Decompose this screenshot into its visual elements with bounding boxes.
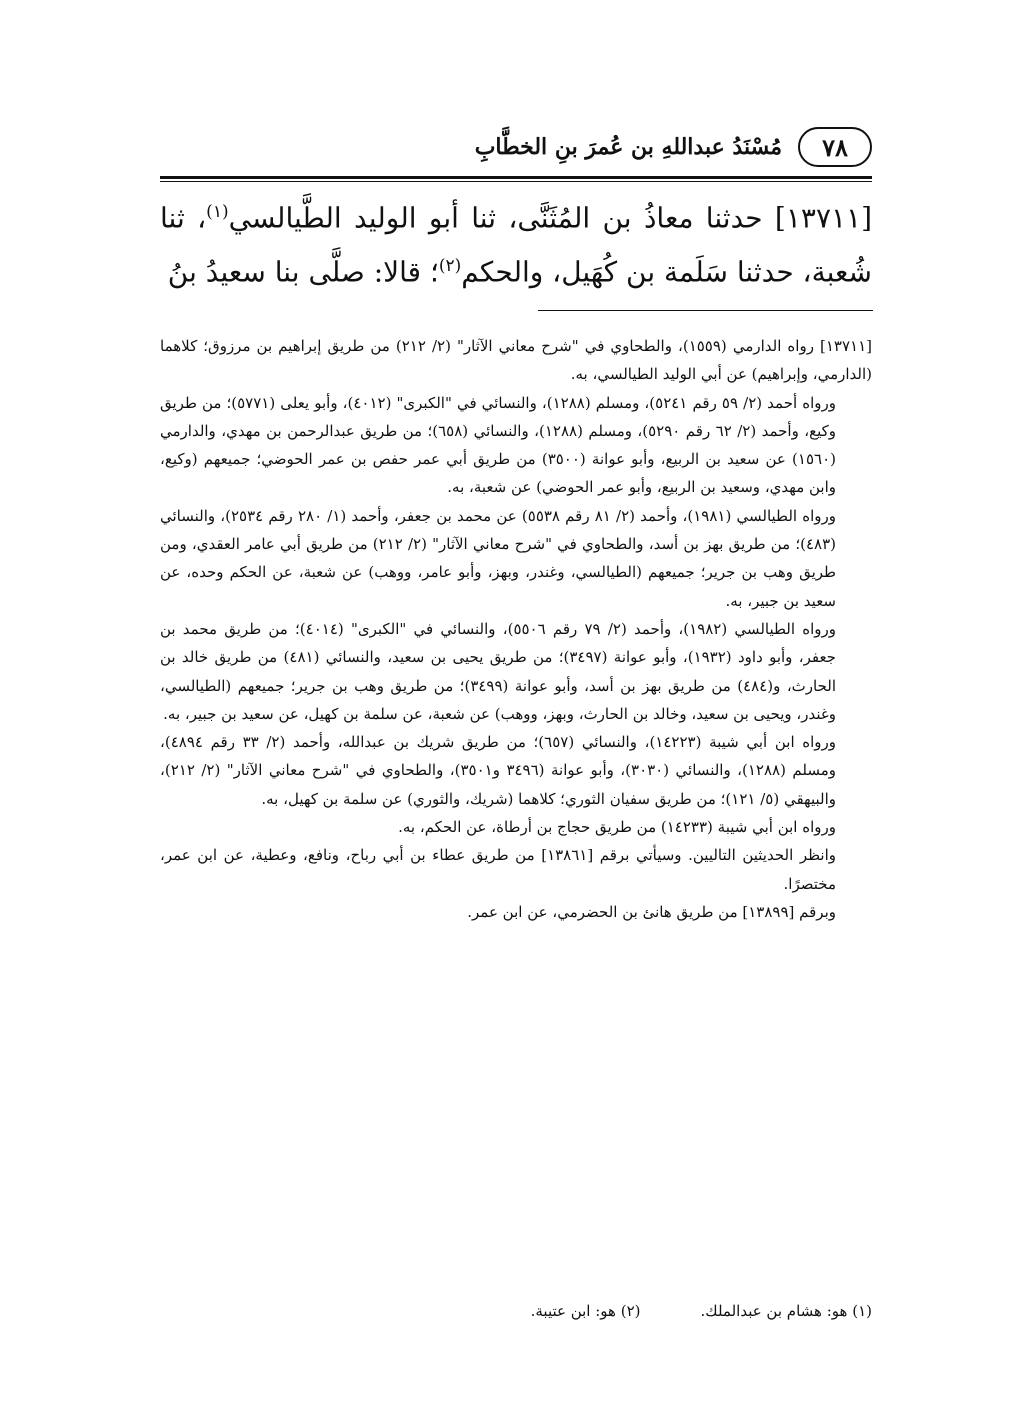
hadith-text-part-3: ؛ قالا: صلَّى بنا سعيدُ بنُ bbox=[167, 255, 439, 289]
footnote-paragraph: وبرقم [١٣٨٩٩] من طريق هانئ بن الحضرمي، عن ابن عمر. bbox=[467, 902, 836, 921]
footnote-paragraph: ورواه الطيالسي (١٩٨١)، وأحمد (٢/ ٨١ رقم ٥٥٣٨) عن محمد بن جعفر، وأحمد (١/ ٢٨٠ رقم ٢٥٣٤)، والنسائي (٤٨٣)؛ من طريق بهز بن أسد، والطحاوي في "شرح معاني الآثار" (٢/ ٢١٢) من طريق أبي عامر العقدي، ومن طريق وهب بن جرير؛ جميعهم (الطيالسي، وغندر، وبهز، وأبو عامر، ووهب) عن شعبة، عن الحكم وحده، عن سعيد بن جبير، به. bbox=[160, 506, 837, 610]
page-number: ٧٨ bbox=[798, 127, 872, 167]
page-header bbox=[160, 124, 872, 170]
numbered-footnotes bbox=[160, 1302, 872, 1320]
footnote-paragraph: ورواه الطيالسي (١٩٨٢)، وأحمد (٢/ ٧٩ رقم ٥٥٠٦)، والنسائي في "الكبرى" (٤٠١٤)؛ من طريق محمد بن جعفر، وأبو داود (١٩٣٢)، وأبو عوانة (٣٤٩٧)؛ من طريق يحيى بن سعيد، والنسائي (٤٨١) من طريق خالد بن الحارث، و(٤٨٤) من طريق بهز بن أسد، وأبو عوانة (٣٤٩٩)؛ من طريق وهب بن جرير؛ جميعهم (الطيالسي، وغندر، ويحيى بن سعيد، وخالد بن الحارث، وبهز، ووهب) عن شعبة، عن سلمة بن كهيل، عن سعيد بن جبير، به. bbox=[160, 619, 837, 723]
footnote-2 bbox=[531, 1302, 641, 1320]
footnote-paragraph: ورواه ابن أبي شيبة (١٤٢٣٣) من طريق حجاج بن أرطاة، عن الحكم، به. bbox=[398, 818, 836, 837]
footnotes bbox=[160, 332, 872, 926]
footnote-paragraph: وانظر الحديثين التاليين. وسيأتي برقم [١٣٨٦١] من طريق عطاء بن أبي رباح، ونافع، وعطية، عن ابن عمر، مختصرًا. bbox=[160, 846, 836, 893]
footnote-1 bbox=[701, 1302, 872, 1320]
footnote-text: هو: ابن عتيبة. bbox=[530, 1302, 616, 1320]
hadith-paragraph bbox=[160, 188, 872, 297]
hadith-text-part-2: ، ثنا شُعبة، حدثنا سَلَمة بن كُهَيل، والحكم bbox=[160, 201, 872, 289]
footnote-paragraph: [١٣٧١١] رواه الدارمي (١٥٥٩)، والطحاوي في "شرح معاني الآثار" (٢/ ٢١٢) من طريق إبراهيم بن مرزوق؛ كلاهما (الدارمي، وإبراهيم) عن أبي الوليد الطيالسي، به. bbox=[160, 337, 873, 384]
footnote-number: (١) bbox=[852, 1302, 872, 1320]
running-title: مُسْنَدُ عبداللهِ بن عُمرَ بنِ الخطَّابِ bbox=[474, 134, 782, 160]
footnote-text: هو: هشام بن عبدالملك. bbox=[700, 1302, 848, 1320]
hadith-text-part-1: [١٣٧١١] حدثنا معاذُ بن المُثَنَّى، ثنا أبو الوليد الطَّيالسي bbox=[228, 201, 872, 235]
footnote-ref-1: (١) bbox=[206, 202, 229, 222]
footnote-paragraph: ورواه أحمد (٢/ ٥٩ رقم ٥٢٤١)، ومسلم (١٢٨٨)، والنسائي في "الكبرى" (٤٠١٢)، وأبو يعلى (٥٧٧١)؛ من طريق وكيع، وأحمد (٢/ ٦٢ رقم ٥٢٩٠)، ومسلم (١٢٨٨)، والنسائي (٦٥٨)؛ من طريق عبدالرحمن بن مهدي، والدارمي (١٥٦٠) عن سعيد بن الربيع، وأبو عوانة (٣٥٠٠) من طريق أبي عمر حفص بن عمر الحوضي؛ جميعهم (وكيع، وابن مهدي، وسعيد بن الربيع، وأبو عمر الحوضي) عن شعبة، به. bbox=[160, 393, 837, 497]
footnote-ref-2: (٢) bbox=[438, 256, 462, 277]
footnote-paragraph: ورواه ابن أبي شيبة (١٤٢٢٣)، والنسائي (٦٥٧)؛ من طريق شريك بن عبدالله، وأحمد (٢/ ٣٣ رقم ٤٨٩٤)، ومسلم (١٢٨٨)، والنسائي (٣٠٣٠)، وأبو عوانة (٣٤٩٦ و٣٥٠١)، والطحاوي في "شرح معاني الآثار" (٢/ ٢١٢)، والبيهقي (٥/ ١٢١)؛ من طريق سفيان الثوري؛ كلاهما (شريك، والثوري) عن سلمة بن كهيل، به. bbox=[160, 733, 837, 808]
footnote-number: (٢) bbox=[620, 1302, 641, 1320]
footnote-separator bbox=[538, 310, 873, 311]
header-rule bbox=[160, 176, 872, 182]
hadith-text bbox=[160, 188, 872, 297]
